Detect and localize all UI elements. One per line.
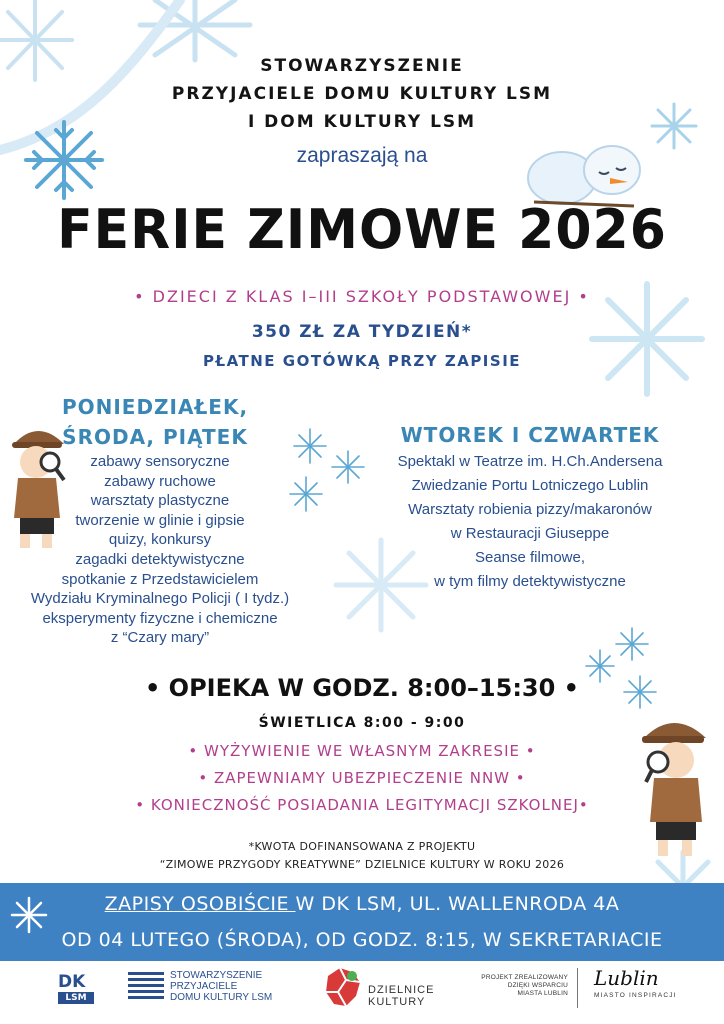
dk-logo-top: DK — [58, 972, 86, 992]
association-logo-line3: DOMU KULTURY LSM — [170, 992, 273, 1003]
registration-line-2: OD 04 LUTEGO (ŚRODA), OD GODZ. 8:15, W SEKRETARIACIE — [61, 929, 663, 951]
dzielnice-logo-text — [368, 984, 434, 1008]
schedule-col1-list — [0, 452, 320, 648]
list-item: spotkanie z Przedstawicielem — [61, 570, 259, 588]
association-logo-bars — [128, 972, 164, 1002]
organizer-line-2: PRZYJACIELE DOMU KULTURY LSM — [171, 84, 553, 104]
list-item: w tym filmy detektywistyczne — [434, 573, 626, 590]
list-item: warsztaty plastyczne — [90, 492, 230, 510]
sparkle-icon-group-right — [586, 626, 666, 716]
list-item: w Restauracji Giuseppe — [450, 525, 610, 542]
dzielnice-logo-line2: KULTURY — [368, 996, 426, 1008]
list-item: • WYŻYWIENIE WE WŁASNYM ZAKRESIE • — [188, 742, 536, 760]
organizer-block — [0, 52, 724, 136]
list-item: Warsztaty robienia pizzy/makaronów — [408, 501, 652, 518]
registration-line-1 — [0, 893, 724, 915]
list-item: • KONIECZNOŚĆ POSIADANIA LEGITYMACJI SZKOLNEJ• — [135, 796, 589, 814]
footnote-line-1: *KWOTA DOFINANSOWANA Z PROJEKTU — [248, 840, 476, 853]
list-item: • ZAPEWNIAMY UBEZPIECZENIE NNW • — [198, 769, 526, 787]
schedule-col1-heading — [40, 392, 270, 452]
project-credit-line1: PROJEKT ZREALIZOWANY — [481, 974, 568, 981]
price-text: 350 ZŁ ZA TYDZIEŃ* — [251, 322, 473, 342]
footnote — [0, 838, 724, 874]
project-credit — [468, 974, 568, 998]
schedule-col2-list — [370, 450, 690, 594]
list-item: eksperymenty fizyczne i chemiczne — [42, 609, 278, 627]
payment-text: PŁATNE GOTÓWKĄ PRZY ZAPISIE — [202, 352, 522, 370]
association-logo-text — [170, 970, 272, 1003]
lublin-logo-word: Lublin — [594, 966, 659, 990]
invite-text: zapraszają na — [296, 144, 428, 167]
list-item: Wydziału Kryminalnego Policji ( I tydz.) — [30, 590, 290, 608]
dzielnice-kultury-logo — [322, 966, 442, 1010]
schedule-col2-heading: WTOREK I CZWARTEK — [400, 423, 660, 447]
notes-list — [0, 738, 724, 819]
dk-logo-bottom: LSM — [58, 992, 94, 1004]
list-item: z “Czary mary” — [110, 629, 210, 647]
registration-link[interactable]: ZAPISY OSOBIŚCIE — [104, 893, 296, 915]
list-item: Seanse filmowe, — [474, 549, 586, 566]
lublin-logo-slogan: MIASTO INSPIRACJI — [594, 992, 677, 999]
logo-divider — [577, 968, 578, 1008]
project-credit-line3: MIASTA LUBLIN — [517, 990, 568, 997]
lublin-logo — [594, 966, 704, 1010]
organizer-line-1: STOWARZYSZENIE — [260, 56, 464, 76]
list-item: zabawy ruchowe — [104, 472, 216, 490]
organizer-line-3: I DOM KULTURY LSM — [247, 112, 477, 132]
list-item: Zwiedzanie Portu Lotniczego Lublin — [411, 477, 649, 494]
list-item: quizy, konkursy — [108, 531, 212, 549]
event-title: FERIE ZIMOWE 2026 — [57, 198, 667, 262]
list-item: zabawy sensoryczne — [90, 453, 230, 470]
footnote-line-2: “ZIMOWE PRZYGODY KREATYWNE” DZIELNICE KULTURY W ROKU 2026 — [159, 858, 565, 871]
schedule-col1-heading-line1: PONIEDZIAŁEK, — [61, 395, 249, 419]
registration-address: W DK LSM, UL. WALLENRODA 4A — [295, 893, 620, 915]
list-item: zagadki detektywistyczne — [75, 550, 245, 568]
dzielnice-logo-line1: DZIELNICE — [368, 984, 435, 996]
dzielnice-map-icon — [322, 966, 364, 1010]
audience-text: • DZIECI Z KLAS I–III SZKOŁY PODSTAWOWEJ • — [134, 287, 590, 306]
project-credit-line2: DZIĘKI WSPARCIU — [507, 982, 568, 989]
list-item: Spektakl w Teatrze im. H.Ch.Andersena — [397, 453, 663, 470]
association-logo-line2: PRZYJACIELE — [170, 981, 238, 992]
common-room-hours: ŚWIETLICA 8:00 - 9:00 — [258, 715, 466, 731]
list-item: tworzenie w glinie i gipsie — [75, 511, 245, 529]
association-logo — [128, 970, 298, 1004]
dk-lsm-logo — [58, 972, 94, 1006]
association-logo-line1: STOWARZYSZENIE — [170, 970, 263, 981]
schedule-col1-heading-line2: ŚRODA, PIĄTEK — [62, 425, 248, 449]
care-hours: • OPIEKA W GODZ. 8:00–15:30 • — [144, 674, 580, 702]
